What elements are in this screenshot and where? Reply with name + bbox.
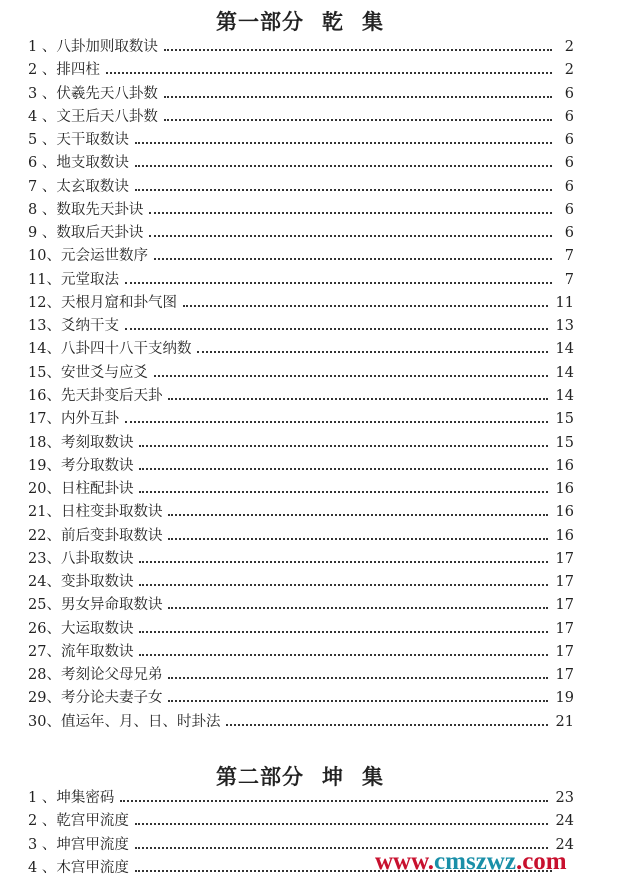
page-number: 16: [555, 504, 574, 521]
entry-title: 天根月窟和卦气图: [60, 294, 177, 311]
entry-title: 乾宫甲流度: [56, 813, 129, 830]
entry-title: 地支取数诀: [56, 155, 129, 172]
toc-entry[interactable]: [28, 432, 574, 455]
entry-title: 先天卦变后天卦: [60, 387, 163, 404]
entry-title: 文王后天八卦数: [56, 108, 158, 125]
entry-title: 伏羲先天八卦数: [56, 85, 158, 102]
title-part: 第一部分: [216, 10, 304, 34]
title-collection: 集: [362, 765, 384, 789]
toc-entry[interactable]: [28, 152, 574, 175]
dot-leader: [197, 351, 547, 353]
toc-entry[interactable]: [28, 199, 574, 222]
entry-title: 安世爻与应爻: [60, 364, 148, 381]
watermark-name: cmszwz: [434, 848, 516, 875]
entry-number: 13、: [28, 318, 61, 335]
entry-title: 大运取数诀: [60, 620, 134, 637]
toc-entry[interactable]: [28, 478, 574, 501]
entry-number: 16、: [28, 387, 61, 404]
page-number: 17: [555, 574, 574, 591]
toc-entry[interactable]: [28, 129, 574, 152]
page-number: 6: [564, 85, 574, 102]
entry-number: 3 、: [28, 836, 57, 853]
page-number: 16: [555, 527, 574, 544]
entry-number: 12、: [28, 294, 61, 311]
entry-number: 7 、: [28, 178, 57, 195]
page-number: 17: [555, 667, 574, 684]
dot-leader: [168, 538, 547, 540]
page-number: 2: [564, 62, 574, 79]
page-number: 14: [555, 387, 574, 404]
page-number: 7: [564, 271, 574, 288]
dot-leader: [168, 607, 547, 609]
entry-number: 9 、: [28, 225, 57, 242]
dot-leader: [168, 514, 547, 516]
dot-leader: [139, 584, 547, 586]
entry-number: 17、: [28, 411, 61, 428]
entry-number: 1 、: [28, 790, 57, 806]
dot-leader: [164, 119, 552, 121]
toc-entry[interactable]: [28, 548, 574, 571]
dot-leader: [168, 677, 547, 679]
toc-entry[interactable]: [28, 106, 574, 129]
dot-leader: [183, 305, 548, 307]
entry-number: 18、: [28, 434, 61, 451]
dot-leader: [106, 72, 552, 74]
dot-leader: [139, 631, 547, 633]
page-number: 15: [555, 411, 574, 428]
page-number: 16: [555, 481, 574, 498]
title-name: 乾: [322, 10, 344, 34]
entry-number: 11、: [28, 271, 61, 288]
toc-entry[interactable]: [28, 810, 574, 833]
page-number: 23: [555, 790, 574, 806]
toc-entry[interactable]: [28, 664, 574, 687]
section-1-title: [0, 6, 600, 36]
toc-entry[interactable]: [28, 641, 574, 664]
entry-title: 数取先天卦诀: [56, 201, 144, 218]
dot-leader: [135, 165, 552, 167]
entry-number: 4 、: [28, 108, 57, 125]
entry-number: 2 、: [28, 62, 57, 79]
entry-number: 26、: [28, 620, 61, 637]
entry-number: 2 、: [28, 813, 57, 830]
entry-title: 考刻取数诀: [60, 434, 134, 451]
entry-number: 23、: [28, 550, 61, 567]
entry-number: 4 、: [28, 859, 57, 876]
page-number: 17: [555, 550, 574, 567]
page-number: 6: [564, 225, 574, 242]
entry-title: 排四柱: [56, 62, 100, 79]
section-1-toc: [28, 36, 574, 734]
toc-entry[interactable]: [28, 501, 574, 524]
toc-entry[interactable]: [28, 385, 574, 408]
toc-entry[interactable]: [28, 594, 574, 617]
page-number: 19: [555, 690, 574, 707]
entry-number: 19、: [28, 457, 61, 474]
entry-number: 27、: [28, 643, 61, 660]
page-number: 6: [564, 132, 574, 149]
toc-entry[interactable]: [28, 292, 574, 315]
dot-leader: [154, 375, 548, 377]
dot-leader: [168, 398, 547, 400]
entry-number: 28、: [28, 667, 61, 684]
dot-leader: [149, 212, 552, 214]
page-number: 7: [564, 248, 574, 265]
page-number: 14: [555, 364, 574, 381]
entry-number: 8 、: [28, 201, 57, 218]
dot-leader: [135, 142, 552, 144]
entry-number: 24、: [28, 574, 61, 591]
toc-entry[interactable]: [28, 362, 574, 385]
entry-number: 1 、: [28, 39, 57, 55]
toc-entry[interactable]: [28, 571, 574, 594]
page-number: 13: [555, 318, 574, 335]
page-number: 14: [555, 341, 574, 358]
entry-number: 14、: [28, 341, 61, 358]
watermark: [375, 848, 567, 876]
dot-leader: [135, 189, 552, 191]
watermark-suffix: .com: [515, 848, 567, 875]
page-number: 21: [555, 713, 574, 730]
page-number: 15: [555, 434, 574, 451]
entry-number: 10、: [28, 248, 61, 265]
entry-number: 15、: [28, 364, 61, 381]
entry-title: 考刻论父母兄弟: [60, 667, 163, 684]
dot-leader: [149, 235, 552, 237]
entry-title: 值运年、月、日、时卦法: [60, 713, 221, 730]
entry-title: 八卦取数诀: [60, 550, 134, 567]
entry-title: 考分论夫妻子女: [60, 690, 163, 707]
entry-number: 6 、: [28, 155, 57, 172]
entry-title: 坤宫甲流度: [56, 836, 129, 853]
dot-leader: [139, 561, 547, 563]
dot-leader: [139, 445, 547, 447]
dot-leader: [135, 823, 548, 825]
title-name: 坤: [322, 765, 344, 789]
page-number: 17: [555, 643, 574, 660]
toc-entry[interactable]: [28, 245, 574, 268]
entry-title: 八卦四十八干支纳数: [60, 341, 192, 358]
entry-title: 元堂取法: [60, 271, 119, 288]
entry-number: 3 、: [28, 85, 57, 102]
dot-leader: [226, 724, 547, 726]
entry-title: 八卦加则取数诀: [56, 39, 158, 55]
dot-leader: [139, 654, 547, 656]
entry-number: 22、: [28, 527, 61, 544]
dot-leader: [168, 700, 547, 702]
toc-entry[interactable]: [28, 269, 574, 292]
entry-number: 21、: [28, 504, 61, 521]
entry-title: 男女异命取数诀: [60, 597, 163, 614]
entry-title: 日柱配卦诀: [60, 481, 134, 498]
entry-number: 5 、: [28, 132, 57, 149]
entry-title: 前后变卦取数诀: [60, 527, 163, 544]
dot-leader: [164, 49, 552, 51]
entry-number: 20、: [28, 481, 61, 498]
watermark-prefix: www.: [375, 848, 435, 875]
page-number: 11: [555, 294, 574, 311]
page-number: 24: [555, 836, 574, 853]
entry-title: 坤集密码: [56, 790, 115, 806]
toc-entry[interactable]: [28, 176, 574, 199]
dot-leader: [164, 96, 552, 98]
page-number: 17: [555, 620, 574, 637]
toc-entry[interactable]: [28, 36, 574, 59]
toc-entry[interactable]: [28, 338, 574, 361]
entry-number: 30、: [28, 713, 61, 730]
entry-title: 变卦取数诀: [60, 574, 134, 591]
toc-entry[interactable]: [28, 787, 574, 810]
dot-leader: [139, 491, 547, 493]
entry-number: 25、: [28, 597, 61, 614]
toc-entry[interactable]: [28, 711, 574, 734]
dot-leader: [139, 468, 547, 470]
dot-leader: [154, 258, 552, 260]
toc-entry[interactable]: [28, 408, 574, 431]
page-number: 16: [555, 457, 574, 474]
page-number: 24: [555, 813, 574, 830]
toc-entry[interactable]: [28, 687, 574, 710]
entry-number: 29、: [28, 690, 61, 707]
page-number: 2: [564, 39, 574, 55]
dot-leader: [125, 421, 548, 423]
entry-title: 流年取数诀: [60, 643, 134, 660]
toc-entry[interactable]: [28, 83, 574, 106]
toc-entry[interactable]: [28, 315, 574, 338]
entry-title: 元会运世数序: [60, 248, 148, 265]
toc-entry[interactable]: [28, 222, 574, 245]
toc-entry[interactable]: [28, 618, 574, 641]
page-number: 6: [564, 201, 574, 218]
dot-leader: [125, 282, 552, 284]
entry-title: 太玄取数诀: [56, 178, 129, 195]
page-number: 17: [555, 597, 574, 614]
entry-title: 爻纳干支: [60, 318, 119, 335]
entry-title: 数取后天卦诀: [56, 225, 144, 242]
page-number: 6: [564, 155, 574, 172]
entry-title: 天干取数诀: [56, 132, 129, 149]
title-part: 第二部分: [216, 765, 304, 789]
entry-title: 木宫甲流度: [56, 859, 129, 876]
toc-entry[interactable]: [28, 455, 574, 478]
dot-leader: [125, 328, 548, 330]
entry-title: 考分取数诀: [60, 457, 134, 474]
page-number: 6: [564, 108, 574, 125]
page-number: 6: [564, 178, 574, 195]
dot-leader: [120, 800, 547, 802]
toc-entry[interactable]: [28, 525, 574, 548]
title-collection: 集: [362, 10, 384, 34]
toc-entry[interactable]: [28, 59, 574, 82]
entry-title: 日柱变卦取数诀: [60, 504, 163, 521]
entry-title: 内外互卦: [60, 411, 119, 428]
